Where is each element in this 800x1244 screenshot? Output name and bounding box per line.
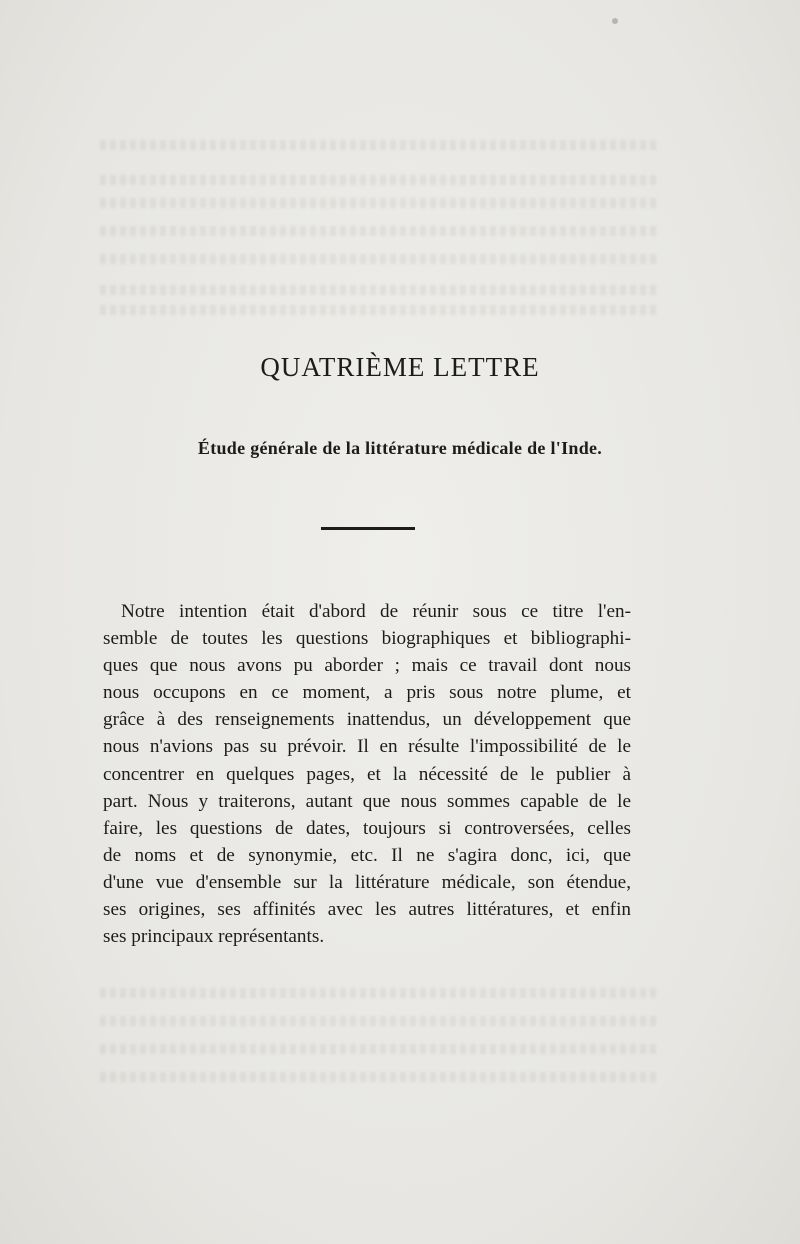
paragraph-line: semble de toutes les questions biographiques et bibliographi-: [103, 628, 631, 650]
paragraph-line: nous n'avions pas su prévoir. Il en résulte l'impossibilité de le: [103, 736, 631, 758]
paragraph-line: ques que nous avons pu aborder ; mais ce travail dont nous: [103, 655, 631, 677]
paragraph-line: nous occupons en ce moment, a pris sous notre plume, et: [103, 682, 631, 704]
paragraph-line: part. Nous y traiterons, autant que nous sommes capable de le: [103, 790, 631, 812]
paragraph-line: concentrer en quelques pages, et la nécessité de le publier à: [103, 763, 631, 785]
bleed-through-texture: [100, 198, 660, 208]
bleed-through-texture: [100, 1072, 660, 1082]
bleed-through-texture: [100, 305, 660, 315]
body-paragraph: [103, 598, 631, 950]
paragraph-line: faire, les questions de dates, toujours si controversées, celles: [103, 817, 631, 839]
paragraph-line: grâce à des renseignements inattendus, un développement que: [103, 709, 631, 731]
paragraph-line: d'une vue d'ensemble sur la littérature médicale, son étendue,: [103, 871, 631, 893]
bleed-through-texture: [100, 1016, 660, 1026]
bleed-through-texture: [100, 254, 660, 264]
chapter-subtitle: Étude générale de la littérature médicale de l'Inde.: [197, 438, 603, 458]
bleed-through-texture: [100, 175, 660, 185]
paragraph-line: ses principaux représentants.: [103, 926, 325, 948]
chapter-title: QUATRIÈME LETTRE: [260, 352, 540, 382]
bleed-through-texture: [100, 140, 660, 150]
separator-rule: [321, 527, 415, 530]
bleed-through-texture: [100, 226, 660, 236]
bleed-through-texture: [100, 1044, 660, 1054]
paper-speck: [612, 18, 618, 24]
paragraph-line: ses origines, ses affinités avec les autres littératures, et enfin: [103, 899, 631, 921]
bleed-through-texture: [100, 285, 660, 295]
bleed-through-texture: [100, 988, 660, 998]
paragraph-line: Notre intention était d'abord de réunir sous ce titre l'en-: [121, 601, 631, 622]
paragraph-line: de noms et de synonymie, etc. Il ne s'agira donc, ici, que: [103, 844, 631, 866]
